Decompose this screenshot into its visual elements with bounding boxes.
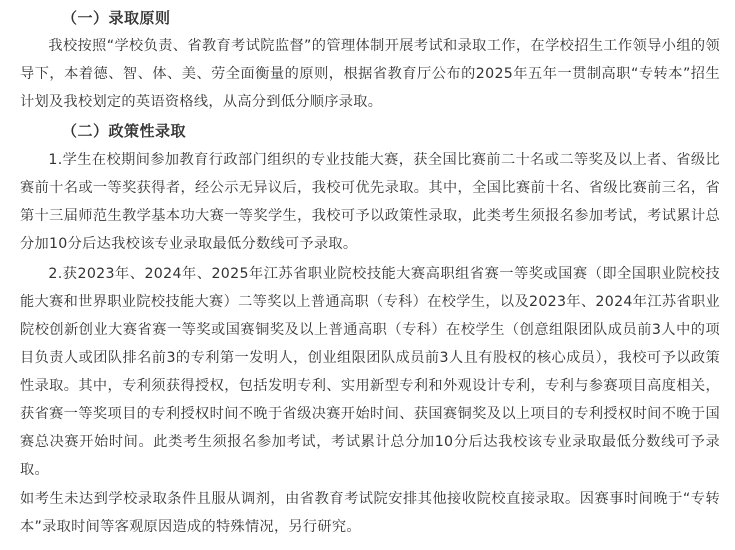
policy-item-1-paragraph: 1.学生在校期间参加教育行政部门组织的专业技能大赛，获全国比赛前二十名或二等奖及以上者、省级比赛前十名或一等奖获得者，经公示无异议后，我校可优先录取。其中，全国比赛前十名、省级比赛前三名，省第十三届师范生教学基本功大赛一等奖学生，我校可予以政策性录取，此类考生须报名参加考试，考试累计总分加10分后达我校该专业录取最低分数线可予录取。 xyxy=(20,152,720,252)
policy-item-2-paragraph: 2.获2023年、2024年、2025年江苏省职业院校技能大赛高职组省赛一等奖或国赛（即全国职业院校技能大赛和世界职业院校技能大赛）二等奖以上普通高职（专科）在校学生，以及2023年、2024年江苏省职业院校创新创业大赛省赛一等奖或国赛铜奖及以上普通高职（专科）在校学生（创意组限团队成员前3人中的项目负责人或团队排名前3的专利第一发明人，创业组限团队成员前3人且有股权的核心成员），我校可予以政策性录取。其中，专利须获得授权，包括发明专利、实用新型专利和外观设计专利，专利与参赛项目高度相关，获省赛一等奖项目的专利授权时间不晚于省级决赛开始时间、获国赛铜奖及以上项目的专利授权时间不晚于国赛总决赛开始时间。此类考生须报名参加考试，考试累计总分加10分后达我校该专业录取最低分数线可予录取。 xyxy=(20,266,720,478)
closing-paragraph: 如考生未达到学校录取条件且服从调剂，由省教育考试院安排其他接收院校直接录取。因赛事时间晚于“专转本”录取时间等客观原因造成的特殊情况，另行研究。 xyxy=(20,491,720,535)
admission-principles-paragraph: 我校按照“学校负责、省教育考试院监督”的管理体制开展考试和录取工作，在学校招生工作领导小组的领导下，本着德、智、体、美、劳全面衡量的原则，根据省教育厅公布的2025年五年一贯制高职“专转本”招生计划及我校划定的英语资格线，从高分到低分顺序录取。 xyxy=(20,38,720,110)
section-heading-admission-principles: （一）录取原则 xyxy=(62,9,171,27)
section-heading-policy-admission: （二）政策性录取 xyxy=(62,122,187,140)
